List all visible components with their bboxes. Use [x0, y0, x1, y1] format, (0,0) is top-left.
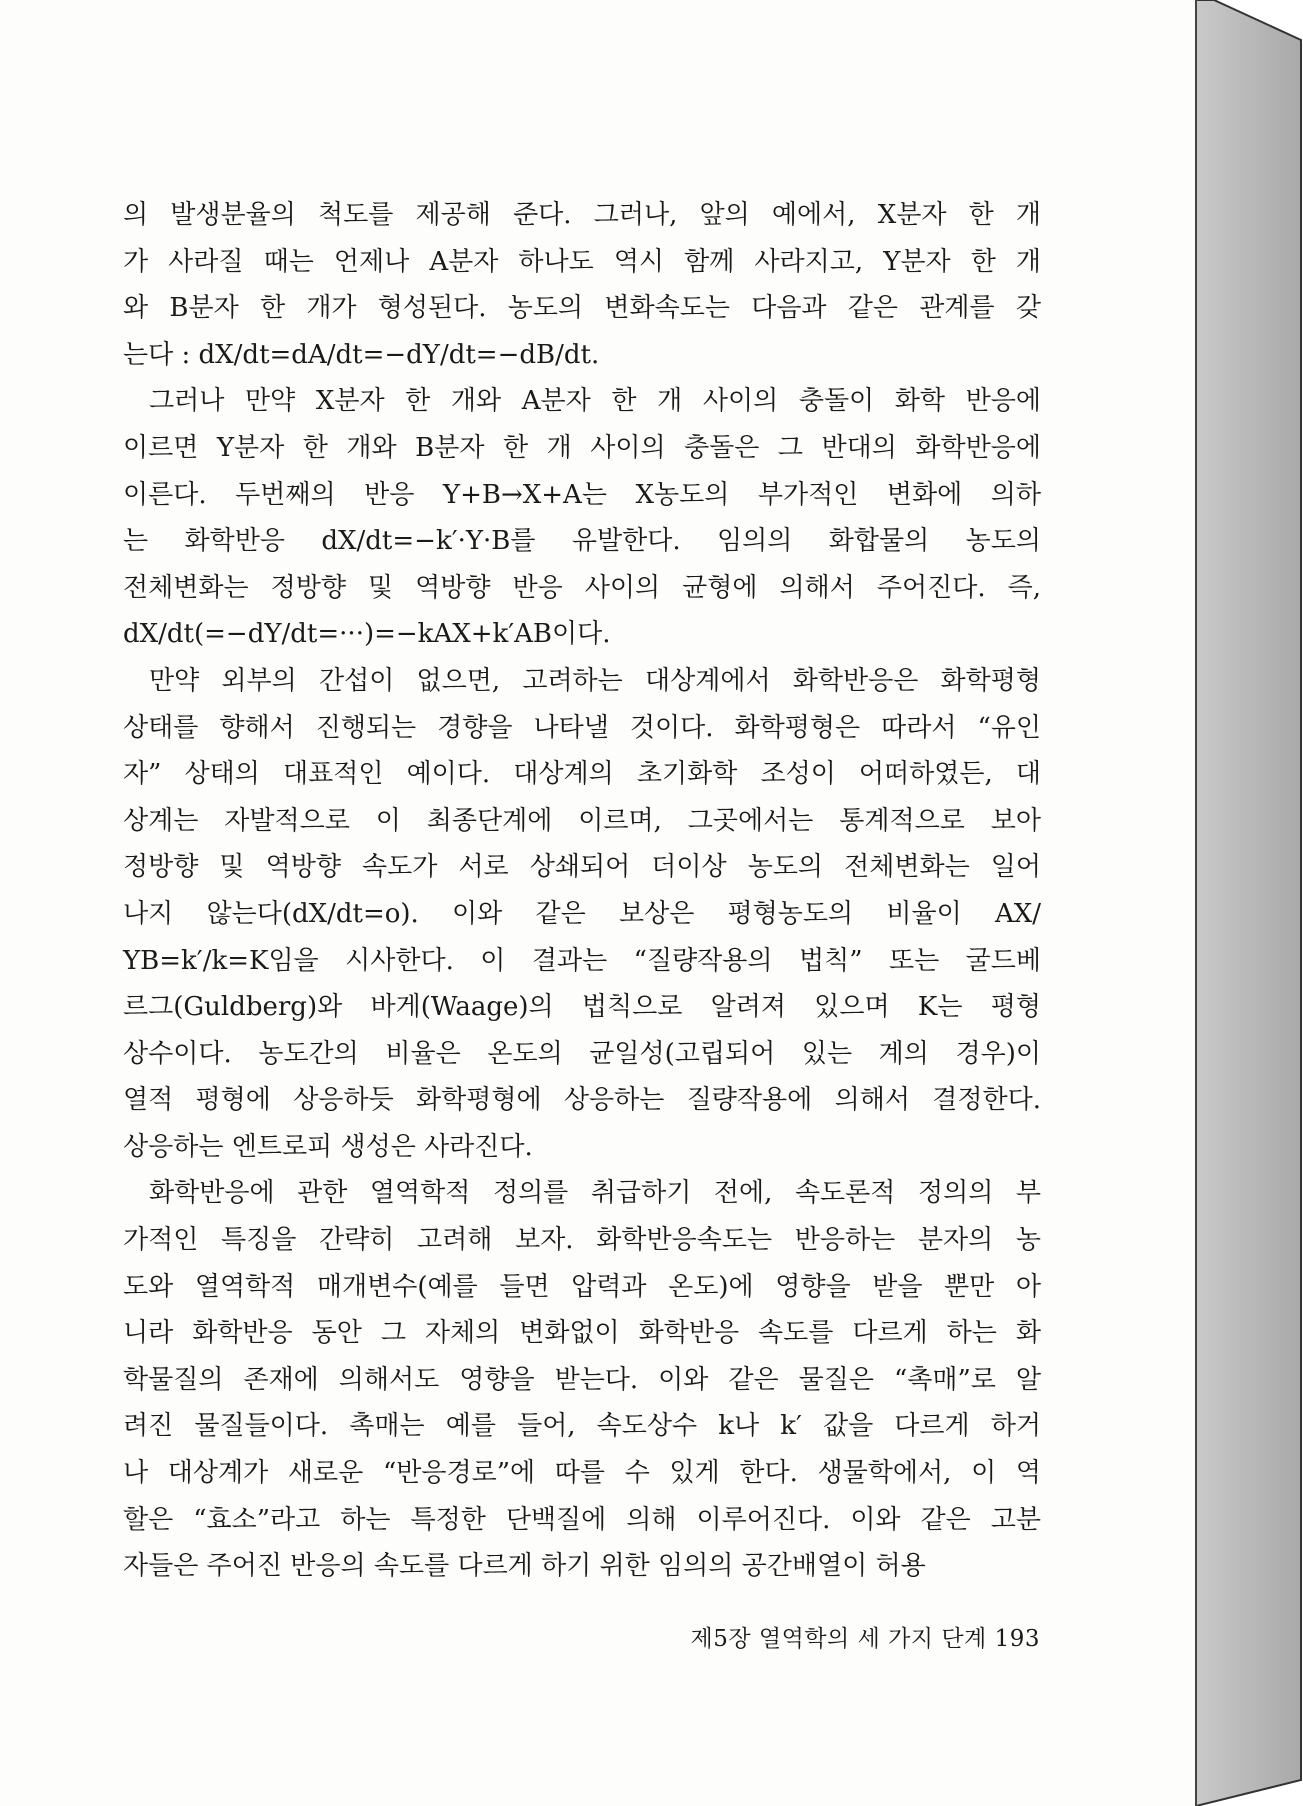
text-line: 상계는 자발적으로 이 최종단계에 이르며, 그곳에서는 통계적으로 보아 [123, 805, 1041, 836]
text-line: 화학반응에 관한 열역학적 정의를 취급하기 전에, 속도론적 정의의 부 [149, 1178, 1041, 1209]
text-line: 할은 “효소”라고 하는 특정한 단백질에 의해 이루어진다. 이와 같은 고분 [123, 1504, 1041, 1535]
text-line: 그러나 만약 X분자 한 개와 A분자 한 개 사이의 충돌이 화학 반응에 [149, 386, 1041, 417]
text-line: YB=k′/k=K임을 시사한다. 이 결과는 “질량작용의 법칙” 또는 굴드베 [123, 945, 1041, 976]
text-line: 만약 외부의 간섭이 없으면, 고려하는 대상계에서 화학반응은 화학평형 [149, 665, 1041, 696]
text-line: 나 대상계가 새로운 “반응경로”에 따를 수 있게 한다. 생물학에서, 이 역 [123, 1458, 1041, 1489]
text-line: 정방향 및 역방향 속도가 서로 상쇄되어 더이상 농도의 전체변화는 일어 [123, 852, 1041, 883]
text-line: 자” 상태의 대표적인 예이다. 대상계의 초기화학 조성이 어떠하였든, 대 [123, 759, 1041, 790]
text-line: 전체변화는 정방향 및 역방향 반응 사이의 균형에 의해서 주어진다. 즉, [123, 572, 1041, 603]
text-line: 도와 열역학적 매개변수(예를 들면 압력과 온도)에 영향을 받을 뿐만 아 [123, 1271, 1041, 1302]
text-line: 상응하는 엔트로피 생성은 사라진다. [123, 1131, 533, 1162]
body-text [123, 192, 1041, 1590]
book-edge-shading [1196, 0, 1303, 1806]
paragraph [123, 658, 1041, 1171]
text-line: 는 화학반응 dX/dt=−k′·Y·B를 유발한다. 임의의 화합물의 농도의 [123, 526, 1041, 557]
paragraph [123, 1170, 1041, 1589]
text-line: 가 사라질 때는 언제나 A분자 하나도 역시 함께 사라지고, Y분자 한 개 [123, 246, 1041, 277]
running-footer: 제5장 열역학의 세 가지 단계 193 [690, 1626, 1040, 1652]
text-line: 는다 : dX/dt=dA/dt=−dY/dt=−dB/dt. [123, 339, 600, 370]
paragraph [123, 378, 1041, 658]
text-line: 상태를 향해서 진행되는 경향을 나타낼 것이다. 화학평형은 따라서 “유인 [123, 712, 1041, 743]
text-line: 나지 않는다(dX/dt=o). 이와 같은 보상은 평형농도의 비율이 AX/ [123, 898, 1041, 929]
text-line: 려진 물질들이다. 촉매는 예를 들어, 속도상수 k나 k′ 값을 다르게 하거 [123, 1411, 1041, 1442]
text-line: 이른다. 두번째의 반응 Y+B→X+A는 X농도의 부가적인 변화에 의하 [123, 479, 1041, 510]
text-line: dX/dt(=−dY/dt=···)=−kAX+k′AB이다. [123, 619, 611, 650]
text-line: 가적인 특징을 간략히 고려해 보자. 화학반응속도는 반응하는 분자의 농 [123, 1225, 1041, 1256]
paragraph [123, 192, 1041, 378]
text-line: 의 발생분율의 척도를 제공해 준다. 그러나, 앞의 예에서, X분자 한 개 [123, 200, 1041, 230]
text-line: 이르면 Y분자 한 개와 B분자 한 개 사이의 충돌은 그 반대의 화학반응에 [123, 432, 1041, 463]
text-line: 와 B분자 한 개가 형성된다. 농도의 변화속도는 다음과 같은 관계를 갖 [123, 293, 1041, 324]
text-line: 니라 화학반응 동안 그 자체의 변화없이 화학반응 속도를 다르게 하는 화 [123, 1318, 1041, 1349]
text-line: 열적 평형에 상응하듯 화학평형에 상응하는 질량작용에 의해서 결정한다. [123, 1085, 1041, 1116]
text-line: 자들은 주어진 반응의 속도를 다르게 하기 위한 임의의 공간배열이 허용 [123, 1551, 926, 1582]
text-line: 상수이다. 농도간의 비율은 온도의 균일성(고립되어 있는 계의 경우)이 [123, 1038, 1041, 1069]
text-line: 르그(Guldberg)와 바게(Waage)의 법칙으로 알려져 있으며 K는 평형 [123, 992, 1041, 1023]
text-line: 학물질의 존재에 의해서도 영향을 받는다. 이와 같은 물질은 “촉매”로 알 [123, 1364, 1041, 1395]
